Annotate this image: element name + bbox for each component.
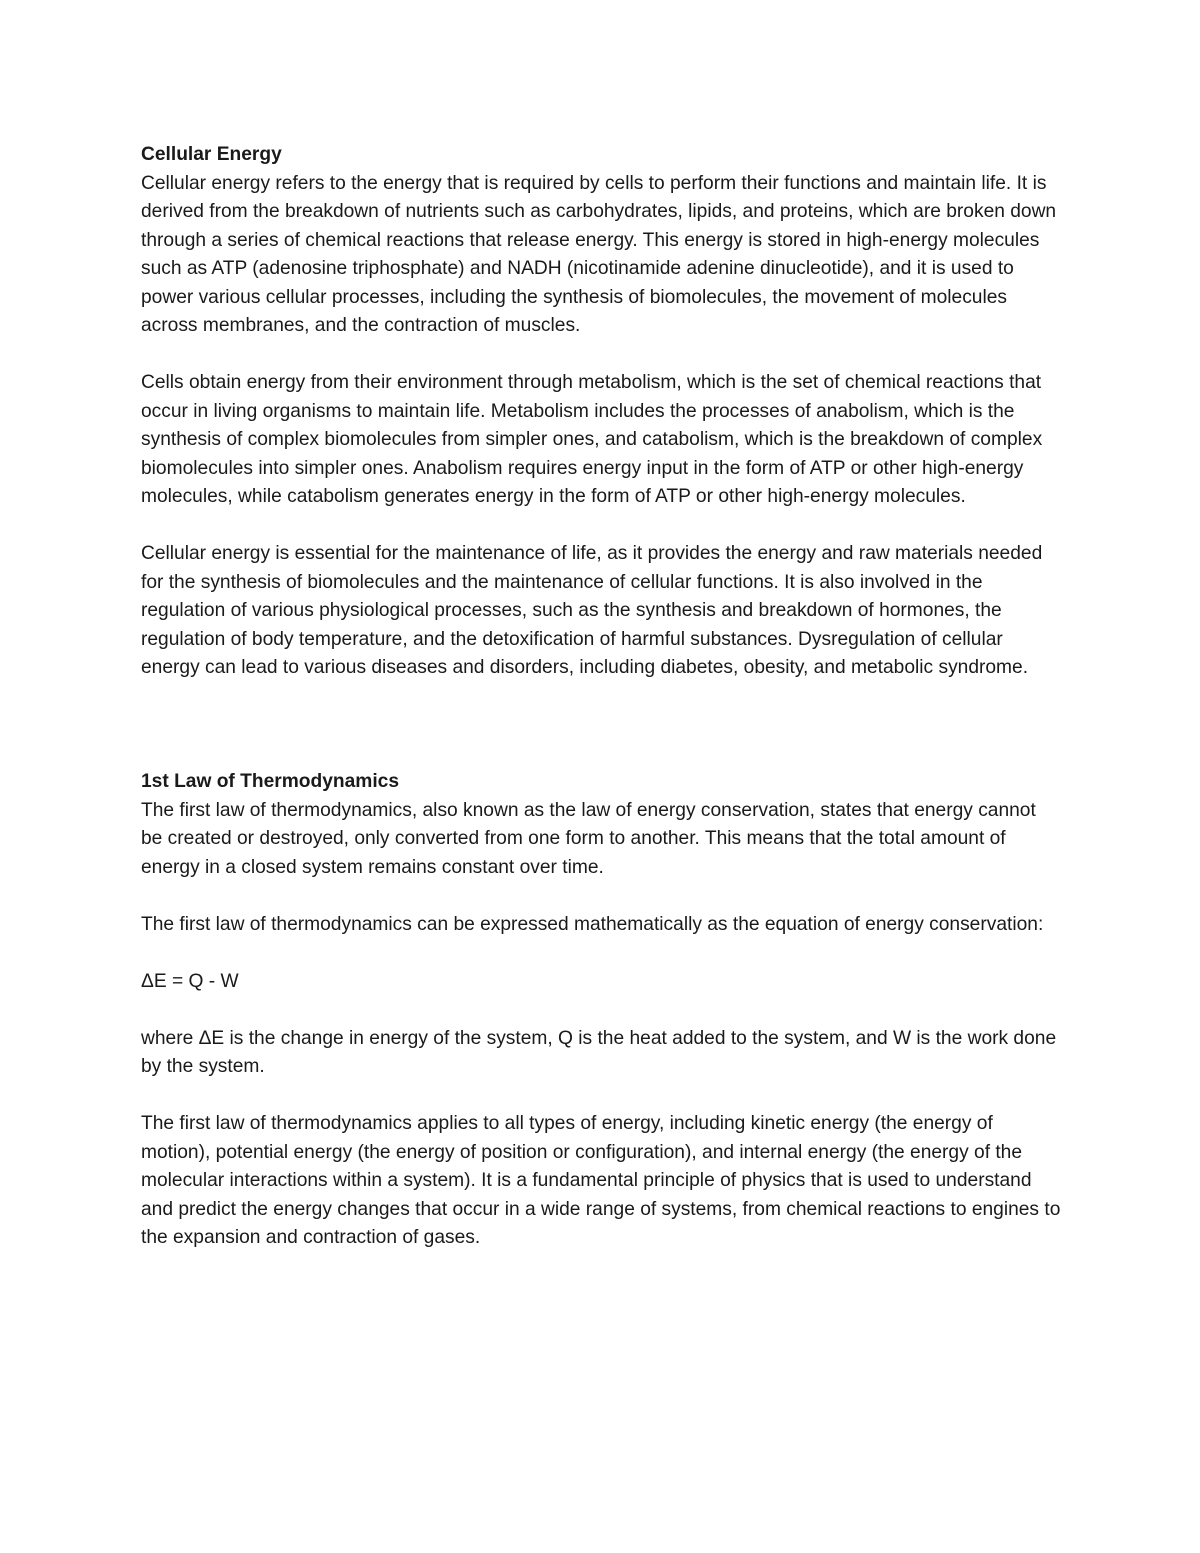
paragraph: The first law of thermodynamics, also known as the law of energy conservation, states that energy cannot be created or destroyed, only converted from one form to another. This means that the total amount of energy in a closed system remains constant over time. bbox=[141, 799, 1036, 878]
paragraph: Cellular energy refers to the energy that is required by cells to perform their functions and maintain life. It is derived from the breakdown of nutrients such as carbohydrates, lipids, and proteins, which are broken down through a series of chemical reactions that release energy. This energy is stored in high-energy molecules such as ATP (adenosine triphosphate) and NADH (nicotinamide adenine dinucleotide), and it is used to power various cellular processes, including the synthesis of biomolecules, the movement of molecules across membranes, and the contraction of muscles. bbox=[141, 172, 1057, 336]
section-heading: Cellular Energy bbox=[141, 144, 282, 165]
paragraph: Cellular energy is essential for the maintenance of life, as it provides the energy and raw materials needed for the synthesis of biomolecules and the maintenance of cellular functions. It is also involved in the regulation of various physiological processes, such as the synthesis and breakdown of hormones, the regulation of body temperature, and the detoxification of harmful substances. Dysregulation of cellular energy can lead to various diseases and disorders, including diabetes, obesity, and metabolic syndrome. bbox=[141, 543, 1043, 678]
paragraph: Cells obtain energy from their environment through metabolism, which is the set of chemical reactions that occur in living organisms to maintain life. Metabolism includes the processes of anabolism, which is the synthesis of complex biomolecules from simpler ones, and catabolism, which is the breakdown of complex biomolecules into simpler ones. Anabolism requires energy input in the form of ATP or other high-energy molecules, while catabolism generates energy in the form of ATP or other high-energy molecules. bbox=[141, 372, 1043, 507]
paragraph: where ΔE is the change in energy of the system, Q is the heat added to the system, and W is the work done by the system. bbox=[141, 1027, 1057, 1077]
paragraph: The first law of thermodynamics applies to all types of energy, including kinetic energy (the energy of motion), potential energy (the energy of position or configuration), and internal energy (the energy of the molecular interactions within a system). It is a fundamental principle of physics that is used to understand and predict the energy changes that occur in a wide range of systems, from chemical reactions to engines to the expansion and contraction of gases. bbox=[141, 1113, 1061, 1248]
section-spacer bbox=[141, 711, 1061, 768]
equation: ΔE = Q - W bbox=[141, 970, 239, 992]
document-body bbox=[141, 141, 1061, 1281]
section-cellular-energy bbox=[141, 141, 1061, 683]
section-heading: 1st Law of Thermodynamics bbox=[141, 771, 400, 792]
section-first-law bbox=[141, 768, 1061, 1253]
paragraph: The first law of thermodynamics can be expressed mathematically as the equation of energy conservation: bbox=[141, 913, 1044, 935]
